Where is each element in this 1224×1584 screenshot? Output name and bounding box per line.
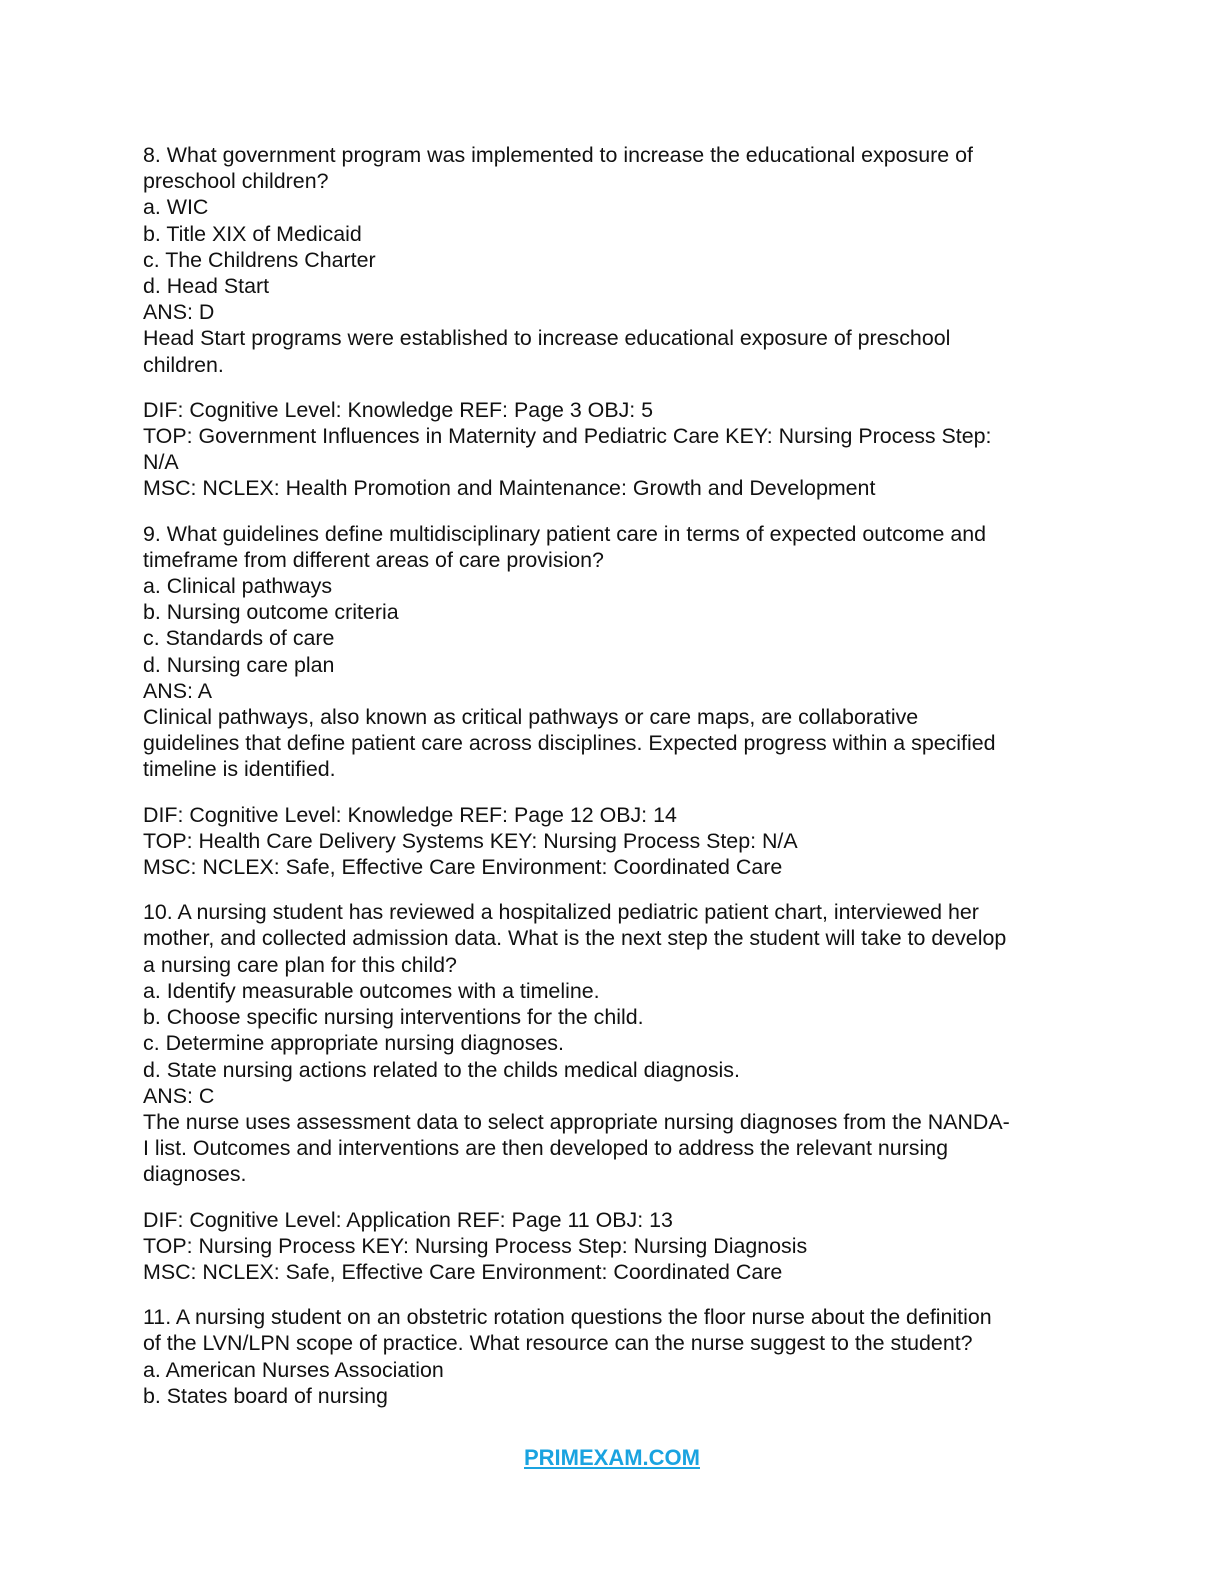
metadata-line: DIF: Cognitive Level: Application REF: Page 11 OBJ: 13 (143, 1207, 673, 1232)
question-stem-line: mother, and collected admission data. What is the next step the student will take to develop (143, 926, 1007, 951)
answer-option-a: a. Identify measurable outcomes with a timeline. (143, 978, 600, 1003)
answer-key: ANS: C (143, 1083, 215, 1108)
answer-option-a: a. WIC (143, 195, 209, 220)
question-stem-line: a nursing care plan for this child? (143, 952, 457, 977)
question-list (143, 142, 1083, 1409)
answer-option-c: c. The Childrens Charter (143, 247, 376, 272)
metadata-line: N/A (143, 450, 179, 475)
question-11 (143, 1304, 1083, 1409)
answer-key: ANS: A (143, 678, 212, 703)
footer (0, 1445, 1224, 1471)
question-stem-line: preschool children? (143, 169, 329, 194)
question-stem-line: 8. What government program was implemented to increase the educational exposure of (143, 143, 973, 167)
rationale-line: children. (143, 352, 224, 377)
primexam-link[interactable]: PRIMEXAM.COM (524, 1445, 700, 1470)
metadata-line: TOP: Health Care Delivery Systems KEY: Nursing Process Step: N/A (143, 828, 798, 853)
question-9 (143, 521, 1083, 881)
answer-option-c: c. Determine appropriate nursing diagnoses. (143, 1031, 564, 1056)
metadata-line: DIF: Cognitive Level: Knowledge REF: Page 12 OBJ: 14 (143, 802, 677, 827)
metadata-line: MSC: NCLEX: Health Promotion and Maintenance: Growth and Development (143, 476, 876, 501)
answer-option-a: a. American Nurses Association (143, 1357, 444, 1382)
rationale-line: timeline is identified. (143, 757, 336, 782)
rationale-line: guidelines that define patient care across disciplines. Expected progress within a specified (143, 731, 996, 756)
answer-option-b: b. Nursing outcome criteria (143, 600, 399, 625)
answer-option-d: d. State nursing actions related to the childs medical diagnosis. (143, 1057, 740, 1082)
question-stem-line: 9. What guidelines define multidisciplinary patient care in terms of expected outcome and (143, 521, 987, 546)
answer-option-b: b. Choose specific nursing interventions for the child. (143, 1005, 644, 1030)
rationale-line: diagnoses. (143, 1162, 247, 1187)
question-8 (143, 142, 1083, 502)
answer-option-d: d. Nursing care plan (143, 652, 335, 677)
rationale-line: Clinical pathways, also known as critical pathways or care maps, are collaborative (143, 705, 919, 730)
answer-key: ANS: D (143, 300, 215, 325)
metadata-line: MSC: NCLEX: Safe, Effective Care Environment: Coordinated Care (143, 1259, 783, 1284)
question-10 (143, 899, 1083, 1285)
metadata-line: TOP: Government Influences in Maternity and Pediatric Care KEY: Nursing Process Step: (143, 424, 992, 449)
question-stem-line: 11. A nursing student on an obstetric rotation questions the floor nurse about the definition (143, 1305, 992, 1330)
metadata-line: TOP: Nursing Process KEY: Nursing Process Step: Nursing Diagnosis (143, 1233, 808, 1258)
question-stem-line: timeframe from different areas of care provision? (143, 547, 604, 572)
answer-option-b: b. Title XIX of Medicaid (143, 221, 362, 246)
question-stem-line: 10. A nursing student has reviewed a hospitalized pediatric patient chart, interviewed her (143, 900, 979, 925)
answer-option-b: b. States board of nursing (143, 1383, 388, 1408)
question-stem-line: of the LVN/LPN scope of practice. What resource can the nurse suggest to the student? (143, 1331, 973, 1356)
rationale-line: The nurse uses assessment data to select appropriate nursing diagnoses from the NANDA- (143, 1109, 1010, 1134)
metadata-line: DIF: Cognitive Level: Knowledge REF: Page 3 OBJ: 5 (143, 397, 654, 422)
answer-option-a: a. Clinical pathways (143, 574, 333, 599)
rationale-line: I list. Outcomes and interventions are then developed to address the relevant nursing (143, 1136, 949, 1161)
metadata-line: MSC: NCLEX: Safe, Effective Care Environment: Coordinated Care (143, 855, 783, 880)
answer-option-d: d. Head Start (143, 274, 270, 299)
rationale-line: Head Start programs were established to increase educational exposure of preschool (143, 326, 951, 351)
answer-option-c: c. Standards of care (143, 626, 335, 651)
